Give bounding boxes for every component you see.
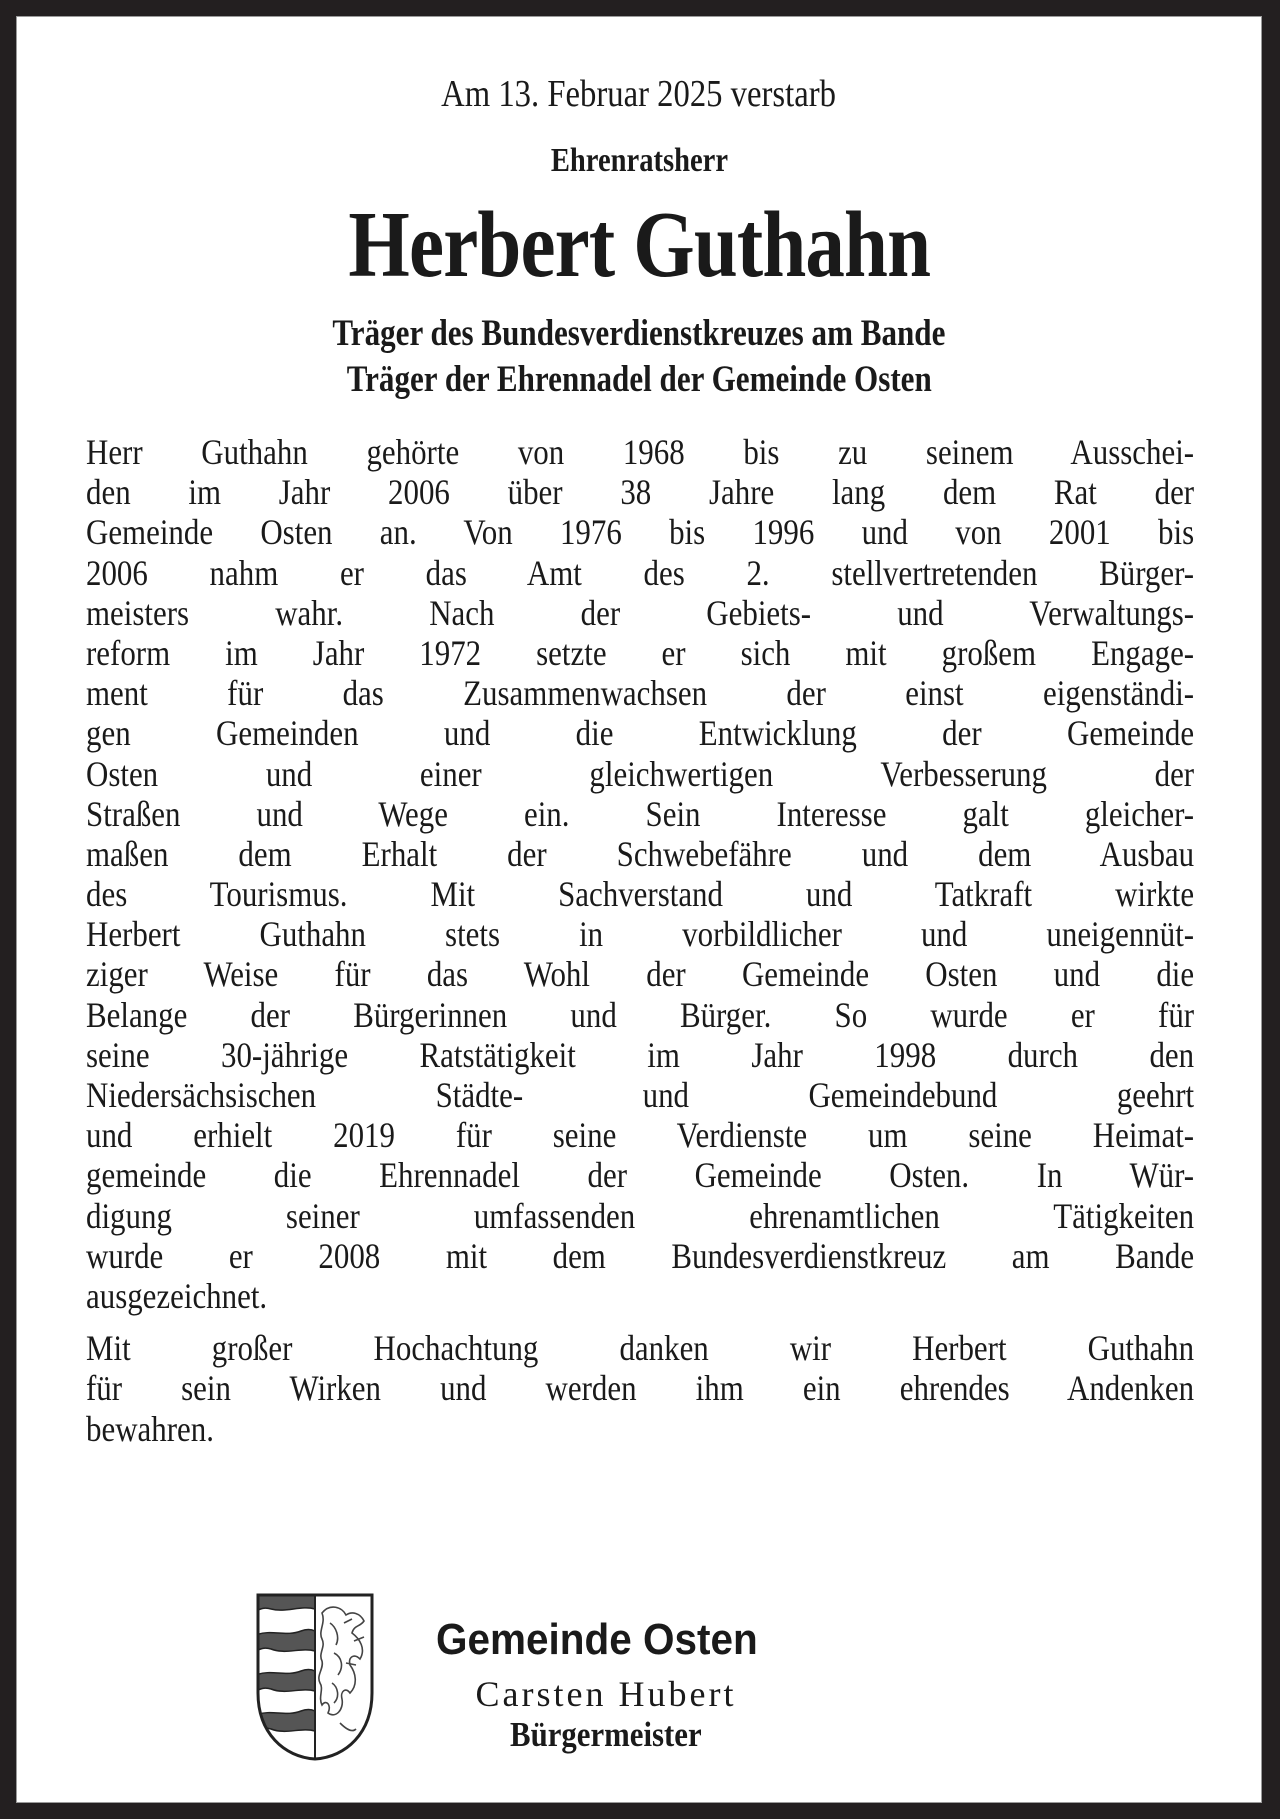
organization-name: Gemeinde Osten	[436, 1615, 758, 1664]
text-line: gen Gemeinden und die Entwicklung der Gemeinde	[86, 713, 1195, 754]
text-line: Gemeinde Osten an. Von 1976 bis 1996 und von 2001 bis	[86, 512, 1195, 553]
signer-title: Bürgermeister	[510, 1715, 702, 1754]
text-line: Straßen und Wege ein. Sein Interesse galt gleicher-	[86, 793, 1195, 834]
text-line: des Tourismus. Mit Sachverstand und Tatkraft wirkte	[86, 874, 1195, 915]
honorary-title	[16, 142, 1262, 180]
text-line: Osten und einer gleichwertigen Verbesserung der	[86, 753, 1195, 794]
text-line: bewahren.	[86, 1408, 214, 1449]
role-text: Ehrenratsherr	[550, 142, 728, 179]
text-line: meisters wahr. Nach der Gebiets- und Verwaltungs-	[86, 592, 1195, 633]
text-line: ziger Weise für das Wohl der Gemeinde Osten und die	[86, 954, 1195, 995]
intro-text: Am 13. Februar 2025 verstarb	[441, 73, 837, 115]
body-text	[86, 432, 1194, 1449]
paragraph-1	[86, 432, 1194, 1316]
text-line: wurde er 2008 mit dem Bundesverdienstkreuz am Bande	[86, 1235, 1195, 1276]
signature-block	[16, 1583, 1262, 1763]
text-line: seine 30-jährige Ratstätigkeit im Jahr 1998 durch den	[86, 1034, 1195, 1075]
text-line: Mit großer Hochachtung danken wir Herbert Guthahn	[86, 1328, 1195, 1369]
text-line: Belange der Bürgerinnen und Bürger. So wurde er für	[86, 994, 1195, 1035]
intro-line	[16, 72, 1262, 116]
text-line: ausgezeichnet.	[86, 1275, 268, 1316]
honor-text: Träger des Bundesverdienstkreuzes am Bande	[332, 313, 946, 354]
text-line: und erhielt 2019 für seine Verdienste um seine Heimat-	[86, 1115, 1195, 1156]
paragraph-2	[86, 1328, 1194, 1449]
text-line: reform im Jahr 1972 setzte er sich mit großem Engage-	[86, 632, 1195, 673]
obituary-notice	[16, 16, 1262, 1803]
text-line: Herr Guthahn gehörte von 1968 bis zu seinem Ausschei-	[86, 432, 1195, 472]
honor-text: Träger der Ehrennadel der Gemeinde Osten	[346, 359, 932, 400]
name-text: Herbert Guthahn	[348, 193, 930, 297]
paragraph-gap	[86, 1316, 1194, 1328]
text-line: Niedersächsischen Städte- und Gemeindebund geehrt	[86, 1075, 1195, 1115]
text-line: gemeinde die Ehrennadel der Gemeinde Osten. In Wür-	[86, 1155, 1195, 1196]
honor-line-2	[16, 358, 1262, 401]
text-line: maßen dem Erhalt der Schwebefähre und dem Ausbau	[86, 833, 1195, 874]
text-line: 2006 nahm er das Amt des 2. stellvertretenden Bürger-	[86, 552, 1195, 593]
text-line: den im Jahr 2006 über 38 Jahre lang dem Rat der	[86, 472, 1195, 513]
text-line: Herbert Guthahn stets in vorbildlicher und uneigennüt-	[86, 914, 1195, 955]
text-line: ment für das Zusammenwachsen der einst eigenständi-	[86, 673, 1195, 714]
signer-name: Carsten Hubert	[475, 1674, 737, 1714]
honor-line-1	[16, 312, 1262, 355]
text-line: digung seiner umfassenden ehrenamtlichen Tätigkeiten	[86, 1195, 1195, 1236]
coat-of-arms-icon	[256, 1593, 374, 1761]
deceased-name	[16, 193, 1262, 297]
text-line: für sein Wirken und werden ihm ein ehrendes Andenken	[86, 1368, 1195, 1409]
